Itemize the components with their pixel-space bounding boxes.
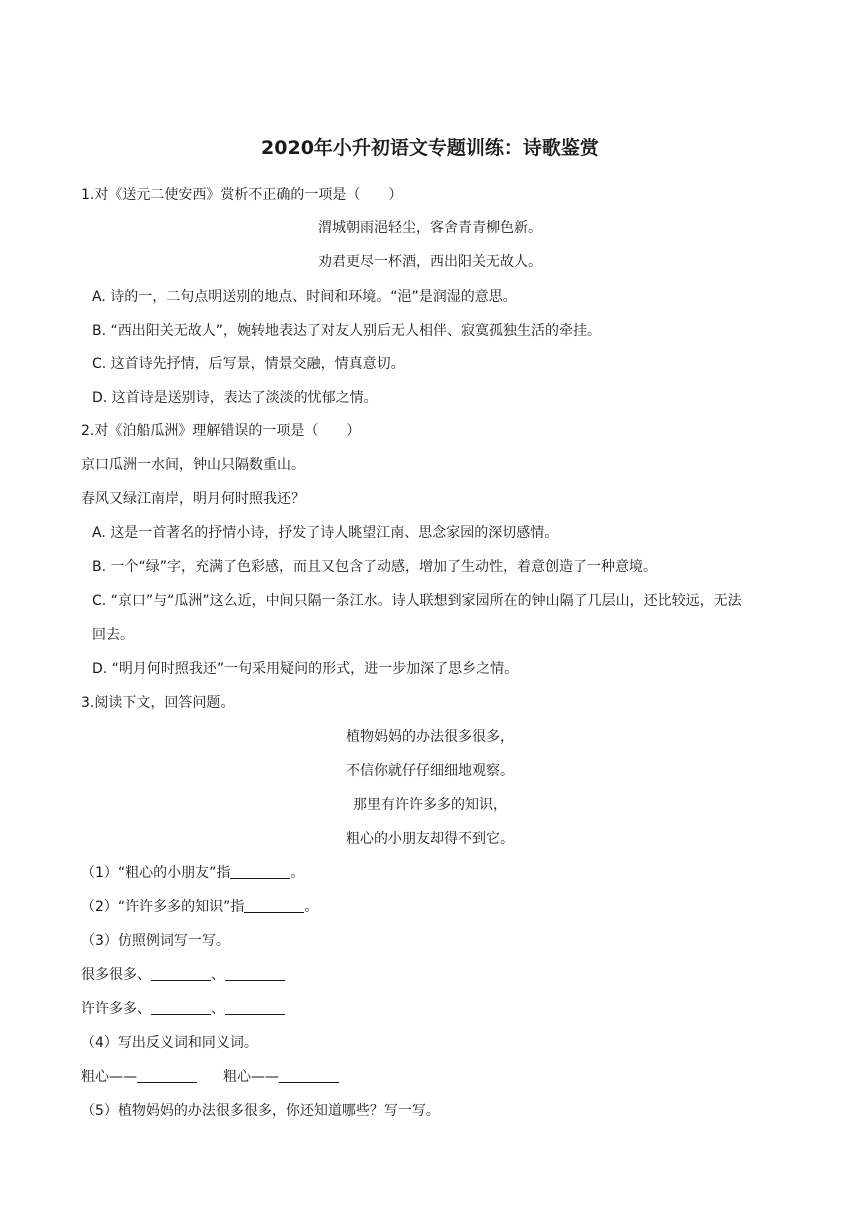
- q1-poem-line-1: 渭城朝雨浥轻尘，客舍青青柳色新。: [318, 220, 542, 236]
- q2-poem-line-1: 京口瓜洲一水间，钟山只隔数重山。: [81, 457, 305, 473]
- q2-option-d: D. “明月何时照我还”一句采用疑问的形式，进一步加深了思乡之情。: [92, 661, 519, 677]
- answer-blank[interactable]: [230, 862, 290, 879]
- q3-sub-1: [81, 862, 304, 884]
- q3-sub-1-text: （1）“粗心的小朋友”指: [81, 865, 231, 881]
- q3-example-1: [81, 964, 285, 986]
- example-word: 许许多多、: [81, 1001, 151, 1017]
- answer-blank[interactable]: [279, 1066, 339, 1083]
- q3-sub-3: （3）仿照例词写一写。: [81, 933, 230, 949]
- antonym-prompt: 粗心——: [81, 1069, 137, 1085]
- answer-blank[interactable]: [225, 998, 285, 1015]
- q2-option-b: B. 一个“绿”字，充满了色彩感，而且又包含了动感，增加了生动性，着意创造了一种意境。: [92, 559, 658, 575]
- q1-poem-line-2: 劝君更尽一杯酒，西出阳关无故人。: [318, 254, 542, 270]
- answer-blank[interactable]: [244, 896, 304, 913]
- q2-stem: 2.对《泊船瓜洲》理解错误的一项是（ ）: [81, 423, 361, 439]
- q3-poem-line-4: 粗心的小朋友却得不到它。: [346, 831, 514, 847]
- answer-blank[interactable]: [137, 1066, 197, 1083]
- q1-option-a: A. 诗的一，二句点明送别的地点、时间和环境。“浥”是润湿的意思。: [92, 289, 517, 305]
- q3-sub-2: [81, 896, 318, 918]
- q3-stem: 3.阅读下文，回答问题。: [81, 695, 235, 711]
- q2-poem-line-2: 春风又绿江南岸，明月何时照我还？: [81, 491, 305, 507]
- q2-option-c: C. “京口”与“瓜洲”这么近，中间只隔一条江水。诗人联想到家园所在的钟山隔了几层山，还比较远，无法: [92, 593, 742, 609]
- synonym-prompt: 粗心——: [223, 1069, 279, 1085]
- q2-option-a: A. 这是一首著名的抒情小诗，抒发了诗人眺望江南、思念家园的深切感情。: [92, 525, 559, 541]
- q1-stem: 1.对《送元二使安西》赏析不正确的一项是（ ）: [81, 187, 403, 203]
- separator: 、: [211, 1001, 225, 1017]
- period: 。: [290, 865, 305, 881]
- q3-sub-2-text: （2）“许许多多的知识”指: [81, 899, 245, 915]
- answer-blank[interactable]: [151, 998, 211, 1015]
- page-title: 2020年小升初语文专题训练：诗歌鉴赏: [261, 137, 599, 159]
- example-word: 很多很多、: [81, 967, 151, 983]
- q1-option-d: D. 这首诗是送别诗，表达了淡淡的忧郁之情。: [92, 390, 378, 406]
- q3-word-pairs: [81, 1066, 339, 1088]
- answer-blank[interactable]: [225, 964, 285, 981]
- q3-sub-4: （4）写出反义词和同义词。: [81, 1035, 258, 1051]
- q3-sub-5: （5）植物妈妈的办法很多很多，你还知道哪些？写一写。: [81, 1103, 440, 1119]
- q3-poem-line-1: 植物妈妈的办法很多很多，: [346, 729, 514, 745]
- period: 。: [304, 899, 319, 915]
- q1-option-b: B. “西出阳关无故人”，婉转地表达了对友人别后无人相伴、寂寞孤独生活的牵挂。: [92, 323, 602, 339]
- q3-poem-line-2: 不信你就仔仔细细地观察。: [346, 763, 514, 779]
- answer-blank[interactable]: [151, 964, 211, 981]
- q3-poem-line-3: 那里有许许多多的知识，: [353, 797, 507, 813]
- q2-option-c-cont: 回去。: [92, 627, 134, 643]
- separator: 、: [211, 967, 225, 983]
- q3-example-2: [81, 998, 285, 1020]
- q1-option-c: C. 这首诗先抒情，后写景，情景交融，情真意切。: [92, 356, 405, 372]
